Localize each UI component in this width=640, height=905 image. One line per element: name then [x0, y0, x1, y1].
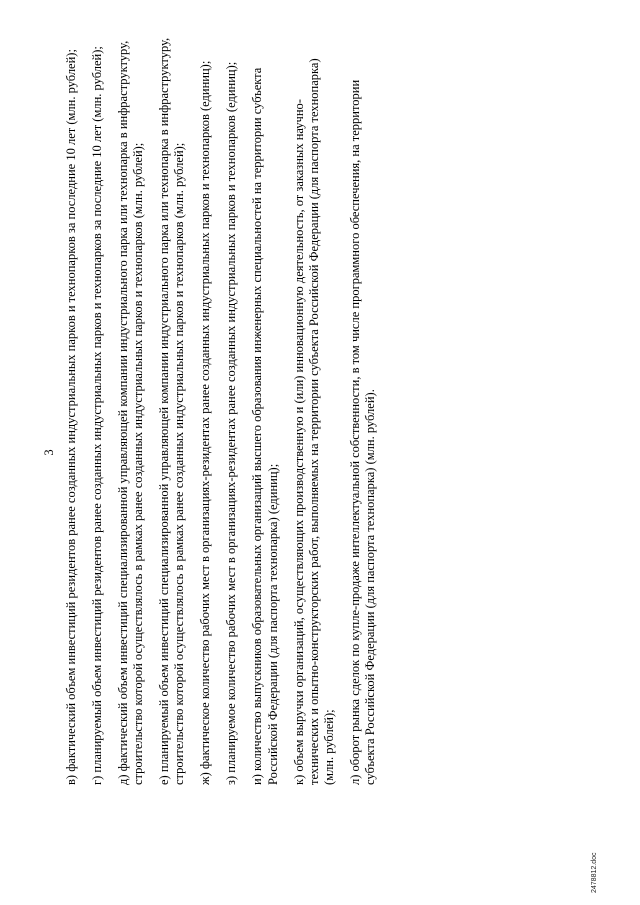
- page-number: 3: [42, 449, 56, 456]
- list-item: к) объем выручки организаций, осуществляющих производственную и (или) инновационную деятельность, от заказных научно-технических и опытно-конструкторских работ, выполняемых на территории субъекта Российской Федерации (для паспорта технопарка) (млн. рублей);: [291, 58, 337, 785]
- list-item: з) планируемое количество рабочих мест в организациях-резидентах ранее созданных индустриальных парков и технопарков (единиц);: [224, 61, 239, 785]
- list-item: д) фактический объем инвестиций специализированной управляющей компании индустриального парка или технопарка в инфраструктуру, строительство которой осуществлялось в рамках ранее созданных индустриальных парков и технопарков (млн. рублей);: [116, 40, 146, 785]
- list-item: в) фактический объем инвестиций резидентов ранее созданных индустриальных парков и технопарков за последние 10 лет (млн. рублей);: [64, 49, 78, 785]
- list-item: е) планируемый объем инвестиций специализированной управляющей компании индустриального парка или технопарка в инфраструктуру, строительство которой осуществлялось в рамках ранее созданных индустриальных парков и технопарков (млн. рублей);: [157, 37, 187, 785]
- document-body: [64, 33, 389, 785]
- list-item: г) планируемый объем инвестиций резидентов ранее созданных индустриальных парков и технопарков за последние 10 лет (млн. рублей);: [90, 46, 104, 785]
- list-item: л) оборот рынка сделок по купле-продаже интеллектуальной собственности, в том числе программного обеспечения, на территории субъекта Российской Федерации (для паспорта технопарка) (млн. рублей).: [348, 79, 378, 785]
- list-item: ж) фактическое количество рабочих мест в организациях-резидентах ранее созданных индустриальных парков и технопарков (единиц);: [198, 60, 213, 785]
- document-file-code: 2478812.doc: [591, 852, 598, 893]
- list-item: и) количество выпускников образовательных организаций высшего образования инженерных специальностей на территории субъекта Российской Федерации (для паспорта технопарка) (единиц);: [250, 67, 280, 785]
